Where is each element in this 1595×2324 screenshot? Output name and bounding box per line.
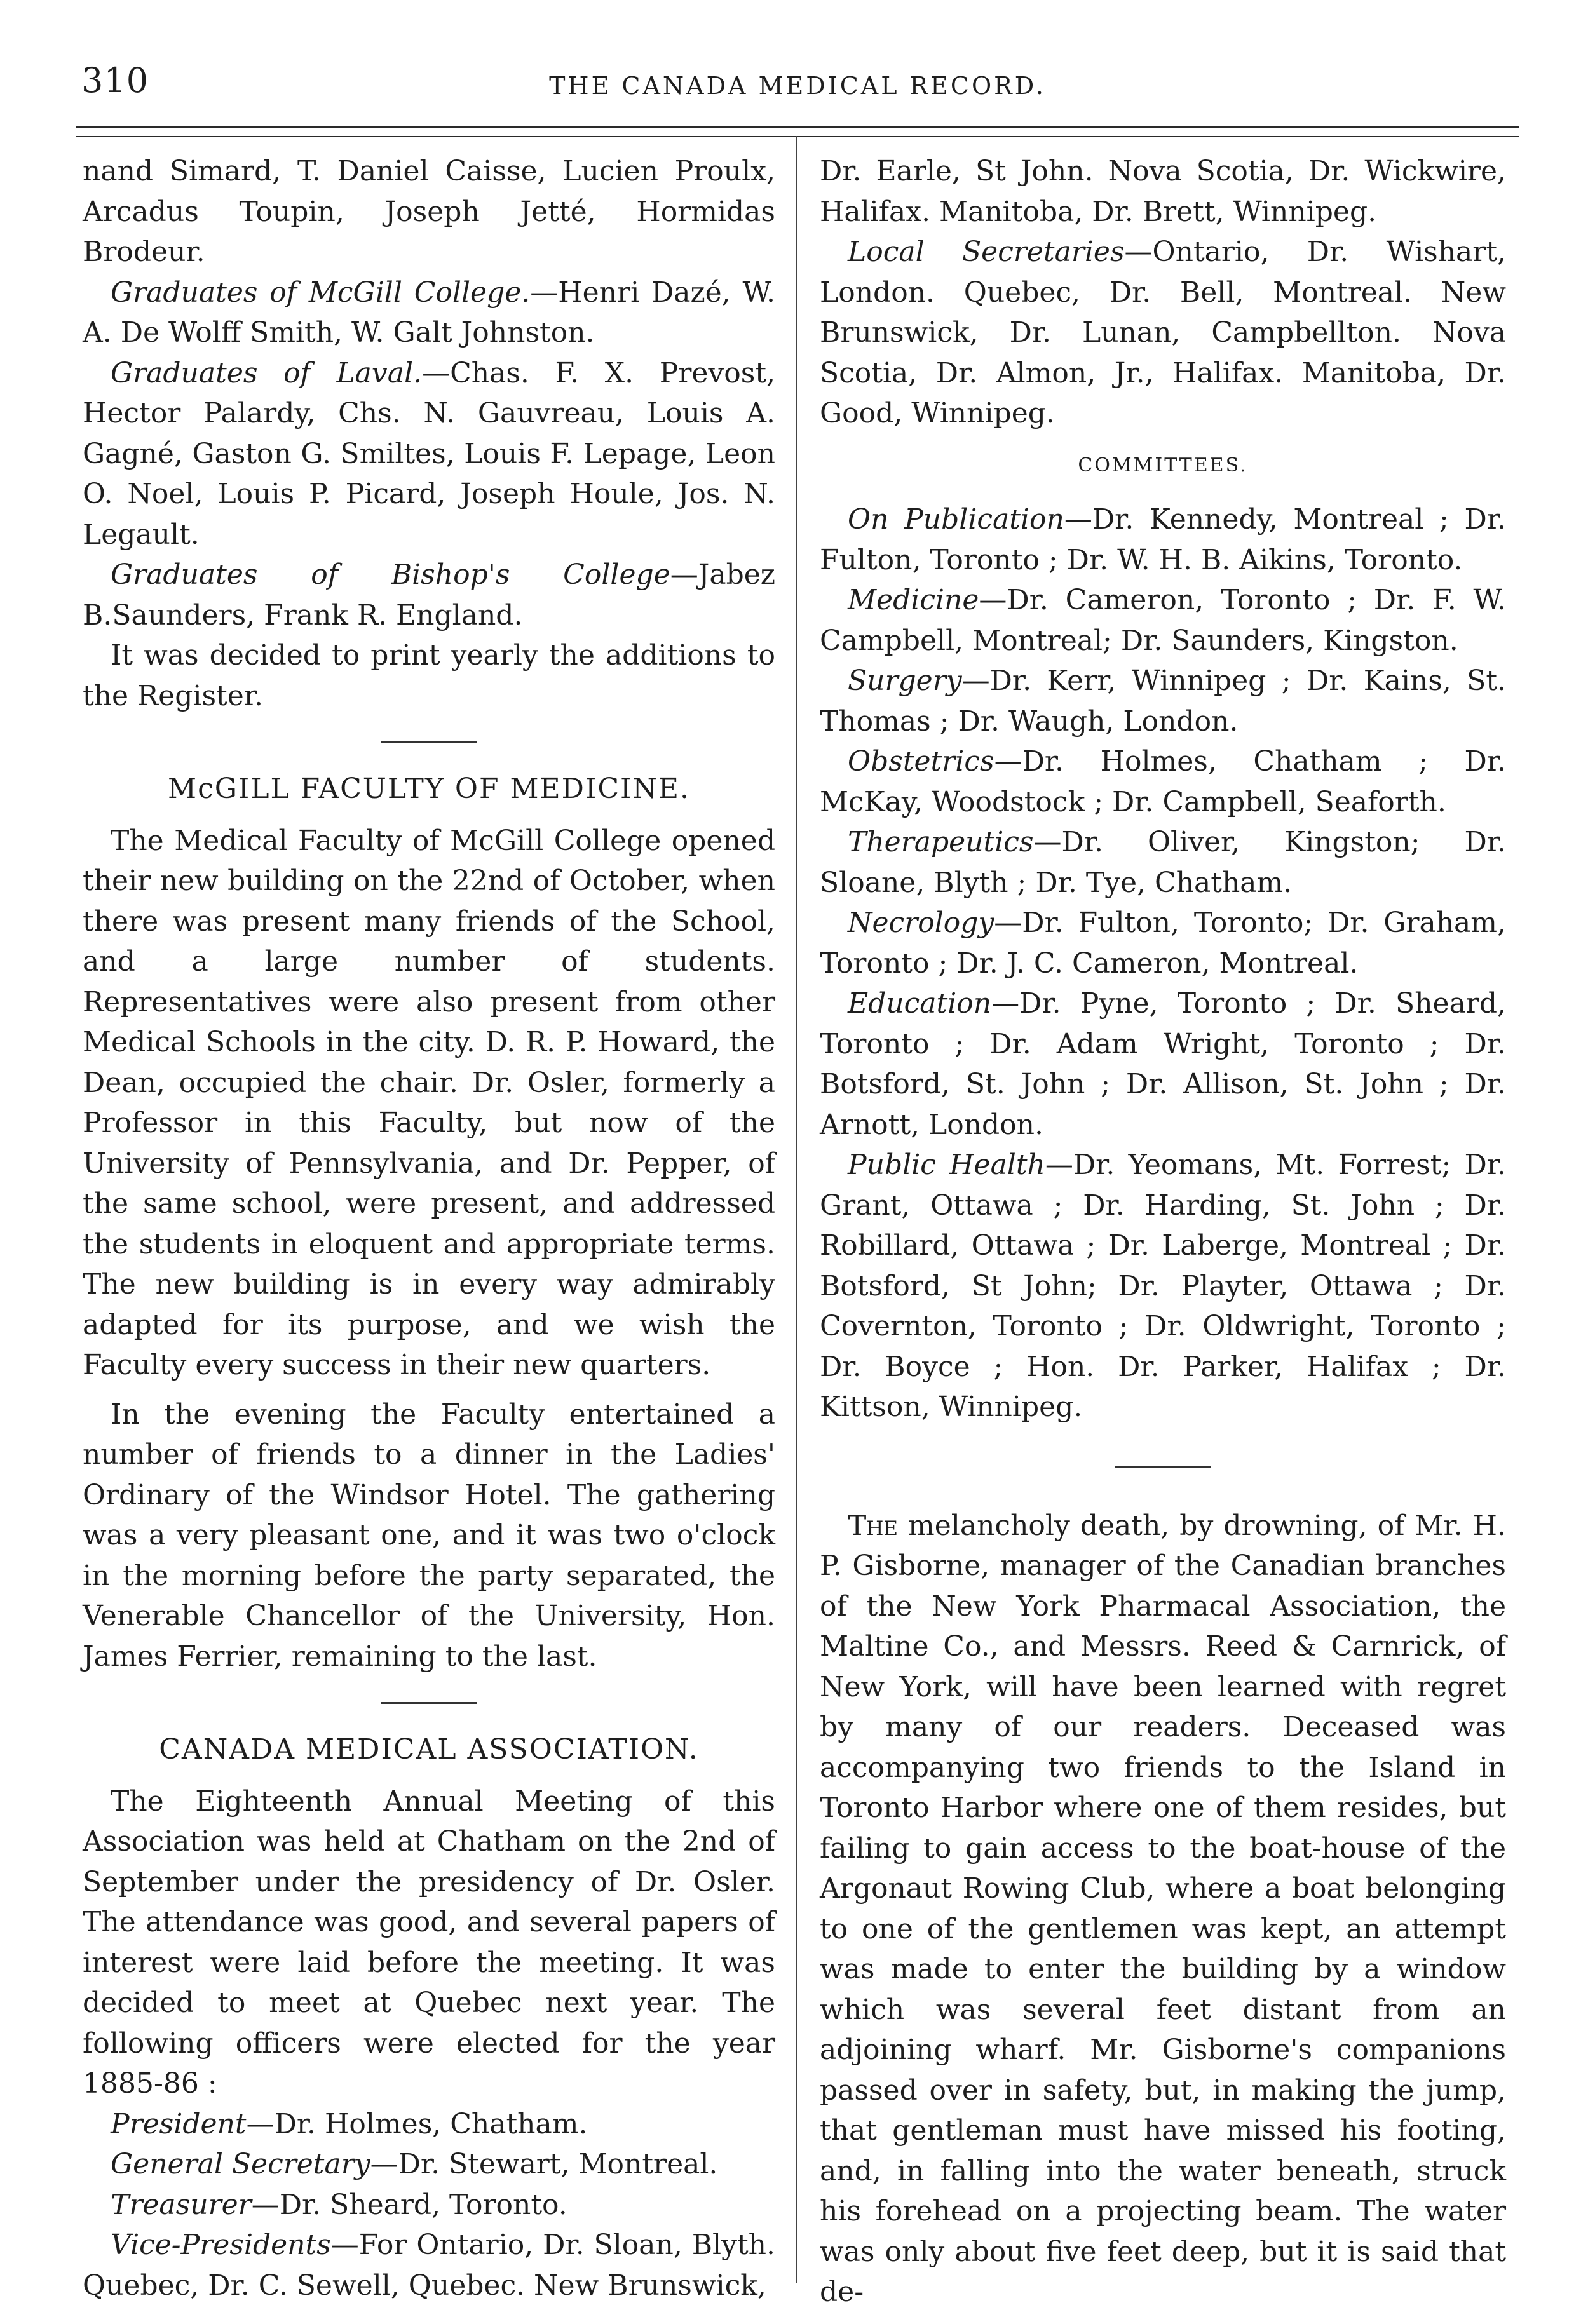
paragraph-label: President bbox=[111, 2107, 247, 2140]
committee-label: Obstetrics bbox=[848, 745, 994, 778]
right-column bbox=[820, 151, 1506, 2313]
committee-label: Medicine bbox=[848, 584, 979, 616]
section-heading: CANADA MEDICAL ASSOCIATION. bbox=[159, 1733, 699, 1766]
committee-entry bbox=[820, 822, 1506, 903]
paragraph bbox=[83, 353, 775, 555]
committee-label: Necrology bbox=[848, 907, 994, 939]
paragraph-text: —Ontario, Dr. Wishart, London. Quebec, Dr. Bell, Montreal. New Brunswick, Dr. Lunan, Campbellton. Nova Scotia, Dr. Almon, Jr., Halifax. Manitoba, Dr. Good, Winnipeg. bbox=[820, 236, 1506, 429]
paragraph-text: —Dr. Sheard, Toronto. bbox=[251, 2188, 567, 2221]
obituary-text: melancholy death, by drowning, of Mr. H. P. Gisborne, manager of the Canadian branches of the New York Pharmacal Association, the Maltine Co., and Messrs. Reed & Carnrick, of New York, will have been learned with regret by many of our readers. Deceased was accompanying two friends to the Island in Toronto Harbor where one of them resides, but failing to gain access to the boat-house of the Argonaut Rowing Club, where a boat belonging to one of the gentlemen was kept, an attempt was made to enter the building by a window which was several feet distant from an adjoining wharf. Mr. Gisborne's companions passed over in safety, but, in making the jump, that gentleman must have missed his footing, and, in falling into the water beneath, struck his forehead on a projecting beam. The water was only about five feet deep, but it is said that de- bbox=[820, 1509, 1506, 2308]
paragraph-label: Vice-Presidents bbox=[111, 2229, 331, 2261]
paragraph-label: Treasurer bbox=[111, 2188, 252, 2221]
paragraph-text: —Dr. Holmes, Chatham. bbox=[246, 2107, 588, 2140]
committee-text: —Dr. Fulton, Toronto; Dr. Graham, Toronto ; Dr. J. C. Cameron, Montreal. bbox=[820, 907, 1506, 980]
section-rule bbox=[381, 741, 477, 743]
committee-text: —Dr. Holmes, Chatham ; Dr. McKay, Woodstock ; Dr. Campbell, Seaforth. bbox=[820, 745, 1506, 818]
committee-entry bbox=[820, 903, 1506, 983]
committee-label: On Publication bbox=[848, 503, 1064, 536]
page-header bbox=[76, 60, 1519, 111]
paragraph: Dr. Earle, St John. Nova Scotia, Dr. Wickwire, Halifax. Manitoba, Dr. Brett, Winnipeg. bbox=[820, 155, 1506, 228]
paragraph-label: General Secretary bbox=[111, 2148, 370, 2180]
paragraph-text: —Chas. F. X. Prevost, Hector Palardy, Chs. N. Gauvreau, Louis A. Gagné, Gaston G. Smiltes, Louis F. Lepage, Leon O. Noel, Louis P. Picard, Joseph Houle, Jos. N. Legault. bbox=[83, 356, 775, 551]
paragraph-text: —For Ontario, Dr. Sloan, Blyth. Quebec, Dr. C. Sewell, Quebec. New Brunswick, bbox=[83, 2229, 775, 2302]
section-rule bbox=[1115, 1466, 1211, 1468]
section-heading: McGILL FACULTY OF MEDICINE. bbox=[168, 773, 690, 805]
committee-text: —Dr. Oliver, Kingston; Dr. Sloane, Blyth ; Dr. Tye, Chatham. bbox=[820, 826, 1506, 899]
committee-entry bbox=[820, 1145, 1506, 1428]
column-divider bbox=[796, 136, 798, 2283]
obituary-lead: The bbox=[848, 1509, 899, 1542]
paragraph bbox=[83, 2225, 775, 2306]
paragraph bbox=[83, 2185, 775, 2226]
paragraph: It was decided to print yearly the additions to the Register. bbox=[83, 639, 775, 712]
committee-text: —Dr. Pyne, Toronto ; Dr. Sheard, Toronto ; Dr. Adam Wright, Toronto ; Dr. Botsford, St. John ; Dr. Allison, St. John ; Dr. Arnott, London. bbox=[820, 987, 1506, 1141]
paragraph: The Medical Faculty of McGill College opened their new building on the 22nd of October, when there was present many friends of the School, and a large number of students. Representatives were also present from other Medical Schools in the city. D. R. P. Howard, the Dean, occupied the chair. Dr. Osler, formerly a Professor in this Faculty, but now of the University of Pennsylvania, and Dr. Pepper, of the same school, were present, and addressed the students in eloquent and appropriate terms. The new building is in every way admirably adapted for its purpose, and we wish the Faculty every success in their new quarters. bbox=[83, 824, 775, 1381]
paragraph-label: Graduates of McGill College. bbox=[111, 276, 531, 309]
left-column bbox=[83, 151, 775, 2306]
paragraph: nand Simard, T. Daniel Caisse, Lucien Proulx, Arcadus Toupin, Joseph Jetté, Hormidas Brodeur. bbox=[83, 155, 775, 268]
header-rule bbox=[76, 126, 1519, 128]
committee-entry bbox=[820, 741, 1506, 822]
committee-entry bbox=[820, 499, 1506, 580]
committee-label: Education bbox=[848, 987, 992, 1020]
committee-label: Surgery bbox=[848, 665, 962, 697]
section-rule bbox=[381, 1702, 477, 1704]
paragraph bbox=[820, 232, 1506, 434]
committee-text: —Dr. Yeomans, Mt. Forrest; Dr. Grant, Ottawa ; Dr. Harding, St. John ; Dr. Robillard, Ottawa ; Dr. Laberge, Montreal ; Dr. Botsford, St John; Dr. Playter, Ottawa ; Dr. Covernton, Toronto ; Dr. Oldwright, Toronto ; Dr. Boyce ; Hon. Dr. Parker, Halifax ; Dr. Kittson, Winnipeg. bbox=[820, 1149, 1506, 1423]
paragraph bbox=[83, 555, 775, 635]
paragraph: In the evening the Faculty entertained a number of friends to a dinner in the Ladies' Ordinary of the Windsor Hotel. The gathering was a very pleasant one, and it was two o'clock in the morning before the party separated, the Venerable Chancellor of the University, Hon. James Ferrier, remaining to the last. bbox=[83, 1398, 775, 1673]
obituary-paragraph bbox=[820, 1506, 1506, 2313]
paragraph-text: —Henri Dazé, W. A. De Wolff Smith, W. Galt Johnston. bbox=[83, 276, 776, 349]
paragraph-label: Graduates of Laval. bbox=[111, 356, 423, 389]
committee-text: —Dr. Kerr, Winnipeg ; Dr. Kains, St. Thomas ; Dr. Waugh, London. bbox=[820, 665, 1506, 738]
paragraph bbox=[83, 2104, 775, 2145]
paragraph-label: Graduates of Bishop's College bbox=[111, 558, 670, 591]
committee-entry bbox=[820, 983, 1506, 1145]
committee-label: Public Health bbox=[848, 1149, 1045, 1181]
page-number: 310 bbox=[81, 60, 149, 100]
running-title: THE CANADA MEDICAL RECORD. bbox=[549, 72, 1046, 100]
committee-text: —Dr. Cameron, Toronto ; Dr. F. W. Campbell, Montreal; Dr. Saunders, Kingston. bbox=[820, 584, 1506, 657]
paragraph: The Eighteenth Annual Meeting of this Association was held at Chatham on the 2nd of September under the presidency of Dr. Osler. The attendance was good, and several papers of interest were laid before the meeting. It was decided to meet at Quebec next year. The following officers were elected for the year 1885-86 : bbox=[83, 1785, 775, 2100]
paragraph bbox=[83, 2144, 775, 2185]
committee-entry bbox=[820, 661, 1506, 741]
committee-label: Therapeutics bbox=[848, 826, 1034, 858]
committees-heading: COMMITTEES. bbox=[1078, 454, 1248, 476]
paragraph bbox=[83, 273, 775, 353]
paragraph-text: —Jabez B.Saunders, Frank R. England. bbox=[83, 558, 775, 632]
paragraph-text: —Dr. Stewart, Montreal. bbox=[370, 2148, 718, 2180]
header-rule-inner bbox=[76, 136, 1519, 137]
committee-entry bbox=[820, 580, 1506, 661]
paragraph-label: Local Secretaries bbox=[848, 236, 1125, 268]
committee-text: —Dr. Kennedy, Montreal ; Dr. Fulton, Toronto ; Dr. W. H. B. Aikins, Toronto. bbox=[820, 503, 1507, 576]
